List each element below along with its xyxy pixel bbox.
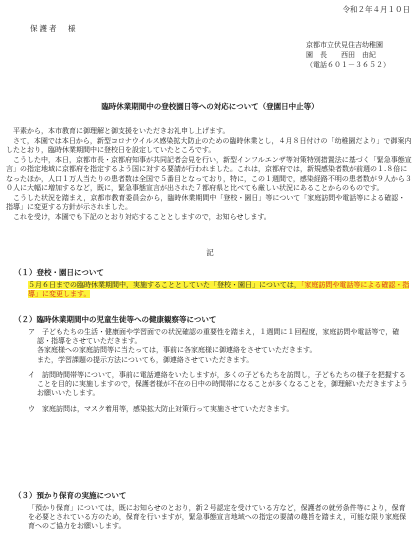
section-1-highlight-text: ５月６日までの臨時休業期間中，実施することとしていた「登校・園日」については， — [28, 280, 301, 289]
section-2-item-a — [28, 328, 412, 365]
item-a-sub2: また，学習課題の提示方法についても，御連絡させていただきます。 — [37, 355, 254, 364]
section-1-highlight-red: 「家庭訪問や電話等による確認・指導」に変更します。 — [28, 280, 410, 299]
section-3-title: （３）預かり保育の実施について — [14, 491, 127, 500]
section-1-body — [28, 281, 412, 299]
intro-paragraph: さて，本園では本日から，新型コロナウイルス感染拡大防止のための臨時休業とし，４月８日付けの「幼稚園だより」で御案内したとおり，臨時休業期間中に登校日を設定していたところです。 — [6, 136, 412, 155]
sender-school: 京都市立伏見住吉幼稚園 — [306, 41, 383, 49]
sender-principal: 園 長 西田 由紀 — [306, 50, 376, 59]
section-1 — [6, 268, 412, 299]
item-a-sub1: 各家庭様への家庭訪問等に当たっては，事前に各家庭様に御連絡をさせていただきます。 — [37, 346, 317, 355]
addressee: 保護者 様 — [30, 24, 78, 33]
intro-paragraph: こうした状況を踏まえ，京都市教育委員会から，臨時休業期間中「登校・園日」等について「家庭訪問や電話等による確認・指導」に変更する方針が示されました。 — [6, 193, 406, 212]
section-2-item-u: ウ 家庭訪問は，マスク着用等，感染拡大防止対策行って実施させていただきます。 — [28, 404, 294, 413]
item-a-main: ア 子どもたちの生活・健康面や学習面での状況確認の重要性を踏まえ，１週間に１回程度，家庭訪問や電話等で，確認・指導をさせていただきます。 — [28, 327, 400, 346]
intro-paragraph: 平素から，本市教育に御理解と御支援をいただきお礼申し上げます。 — [13, 127, 230, 135]
sender-block — [306, 41, 390, 71]
section-2-item-i: イ 訪問時間帯等について，事前に電話連絡をいたしますが，多くの子どもたちを訪問し，子どもたちの様子を把握することを目的に実施しますので，保護者様が不在の日中の時間帯になることが多くなることを，御理解いただきますようお願いいたします。 — [28, 370, 408, 398]
intro-paragraph: こうした中，本日，京都市長・京都府知事が共同記者会見を行い，新型インフルエンザ等対策特別措置法に基づく「緊急事態宣言」の指定地域に京都府を指定するよう国に対する要請が行われました。これは，京都府では，新規感染者数が前週の１.８倍になったほか，人口１万人当たりの患者数は全国で５番目となっており，特に，この１週間で，感染経路不明の患者数が９人から３０人に大幅に増加するなど，既に，緊急事態宣言が出された７都府県と比べても厳しい状況にあることからのものです。 — [6, 155, 412, 193]
ki-heading: 記 — [206, 248, 214, 257]
section-1-title: （１）登校・園日について — [14, 268, 104, 277]
section-2-title: （２）臨時休業期間中の児童生徒等への健康観察等について — [14, 315, 217, 324]
intro-body — [6, 127, 412, 222]
document-date: 令和２年４月１０日 — [342, 5, 410, 14]
section-3 — [6, 491, 412, 532]
sender-phone: （電話６０１－３６５２） — [306, 60, 390, 69]
section-2 — [6, 315, 412, 416]
intro-paragraph: これを受け，本園でも下記のとおり対応することとしますので，お知らせします。 — [13, 212, 271, 221]
document-title: 臨時休業期間中の登校園日等への対応について（登園日中止等） — [101, 102, 319, 111]
section-3-body: 「預かり保育」については，既にお知らせのとおり，新２号認定を受けている方など，保護者の就労条件等により，保育を必要とされている方のため，保育を行いますが，緊急事態宣言地域への指定の要請の趣旨を踏まえ，可能な限り家庭保育へのご協力をお願いします。 — [28, 503, 407, 531]
